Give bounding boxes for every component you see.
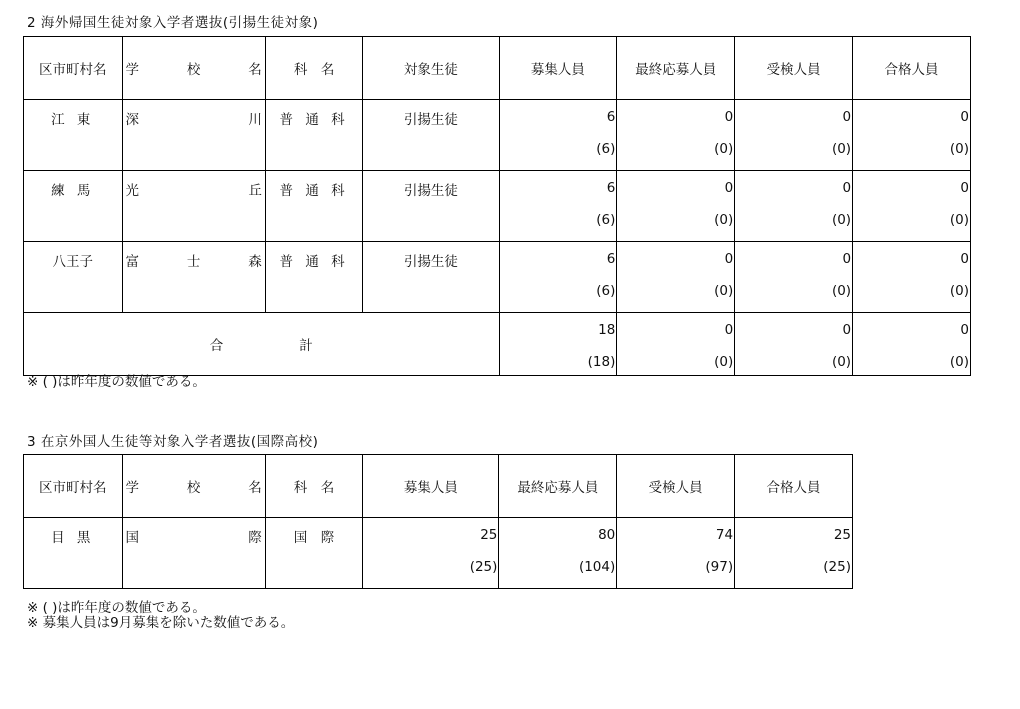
previous-value: (6) [596, 283, 616, 299]
current-value: 0 [842, 251, 852, 267]
returnee-selection-table [23, 36, 971, 376]
header-school-part: 学 [125, 62, 140, 78]
previous-value: (25) [469, 559, 498, 575]
cell-target: 引揚生徒 [363, 242, 499, 313]
school-part: 国 [125, 530, 140, 546]
international-school-table [23, 454, 853, 589]
cell-pass [853, 171, 971, 242]
school-part: 丘 [248, 183, 262, 199]
header-school-part: 名 [248, 480, 262, 496]
table-header-row [24, 455, 853, 518]
school-part: 士 [186, 254, 201, 270]
header-ward: 区市町村名 [24, 37, 123, 100]
section2-note: ※ ( )は昨年度の数値である。 [27, 374, 206, 390]
school-part: 川 [248, 112, 262, 128]
current-value: 6 [606, 180, 616, 196]
total-label-part: 計 [299, 338, 313, 354]
previous-value: (0) [831, 212, 852, 228]
current-value: 0 [842, 180, 852, 196]
previous-value: (0) [714, 141, 734, 157]
header-school-part: 校 [186, 62, 201, 78]
header-school-part: 名 [248, 62, 262, 78]
cell-final [617, 100, 735, 171]
current-value: 74 [715, 527, 734, 543]
cell-exam [617, 518, 735, 589]
cell-ward: 八王子 [24, 242, 123, 313]
total-pass [853, 313, 971, 376]
previous-value: (97) [705, 559, 734, 575]
header-passed: 合格人員 [853, 37, 971, 100]
current-value: 0 [842, 109, 852, 125]
cell-school [122, 171, 265, 242]
header-final-applicants: 最終応募人員 [499, 455, 617, 518]
current-value: 80 [598, 527, 616, 543]
previous-value: (0) [714, 354, 734, 370]
previous-value: (0) [831, 141, 852, 157]
cell-target: 引揚生徒 [363, 171, 499, 242]
current-value: 0 [724, 109, 734, 125]
header-school-part: 校 [186, 480, 201, 496]
previous-value: (18) [587, 354, 616, 370]
cell-course: 普 通 科 [265, 242, 363, 313]
previous-value: (0) [831, 354, 852, 370]
cell-recruit [499, 242, 617, 313]
cell-pass [853, 100, 971, 171]
cell-course: 国 際 [265, 518, 363, 589]
previous-value: (104) [578, 559, 616, 575]
cell-recruit [499, 171, 617, 242]
table-row [24, 100, 971, 171]
current-value: 0 [960, 109, 969, 125]
section3-title: 3 在京外国人生徒等対象入学者選抜(国際高校) [27, 434, 319, 450]
total-row [24, 313, 971, 376]
table-row [24, 171, 971, 242]
header-passed: 合格人員 [735, 455, 853, 518]
current-value: 0 [724, 322, 734, 338]
cell-ward: 練 馬 [24, 171, 123, 242]
school-part: 深 [125, 112, 140, 128]
header-target: 対象生徒 [363, 37, 499, 100]
school-part: 際 [248, 530, 262, 546]
cell-final [617, 171, 735, 242]
header-recruit: 募集人員 [363, 455, 499, 518]
current-value: 0 [960, 322, 969, 338]
cell-course: 普 通 科 [265, 171, 363, 242]
current-value: 0 [960, 180, 969, 196]
current-value: 0 [842, 322, 852, 338]
current-value: 18 [598, 322, 616, 338]
previous-value: (0) [949, 283, 969, 299]
previous-value: (0) [949, 212, 969, 228]
school-part: 富 [125, 254, 140, 270]
current-value: 25 [833, 527, 851, 543]
header-recruit: 募集人員 [499, 37, 617, 100]
header-course: 科 名 [265, 455, 363, 518]
current-value: 6 [606, 109, 616, 125]
school-part: 光 [125, 183, 140, 199]
header-school-part: 学 [125, 480, 140, 496]
header-examinees: 受検人員 [617, 455, 735, 518]
cell-recruit [499, 100, 617, 171]
previous-value: (25) [823, 559, 851, 575]
table-header-row [24, 37, 971, 100]
section2-title: 2 海外帰国生徒対象入学者選抜(引揚生徒対象) [27, 15, 319, 31]
total-recruit [499, 313, 617, 376]
cell-recruit [363, 518, 499, 589]
total-final [617, 313, 735, 376]
cell-pass [735, 518, 853, 589]
cell-school [122, 242, 265, 313]
cell-course: 普 通 科 [265, 100, 363, 171]
previous-value: (0) [949, 354, 969, 370]
cell-pass [853, 242, 971, 313]
cell-exam [735, 171, 853, 242]
table-row [24, 242, 971, 313]
header-course: 科 名 [265, 37, 363, 100]
header-school [122, 455, 265, 518]
previous-value: (0) [949, 141, 969, 157]
header-ward: 区市町村名 [24, 455, 123, 518]
cell-exam [735, 100, 853, 171]
current-value: 0 [724, 180, 734, 196]
current-value: 0 [724, 251, 734, 267]
previous-value: (0) [831, 283, 852, 299]
cell-ward: 目 黒 [24, 518, 123, 589]
previous-value: (6) [596, 212, 616, 228]
cell-final [617, 242, 735, 313]
school-part: 森 [248, 254, 262, 270]
header-final-applicants: 最終応募人員 [617, 37, 735, 100]
section3-note-2: ※ 募集人員は9月募集を除いた数値である。 [27, 615, 295, 631]
cell-school [122, 518, 265, 589]
total-label-part: 合 [209, 338, 224, 354]
cell-final [499, 518, 617, 589]
cell-target: 引揚生徒 [363, 100, 499, 171]
cell-exam [735, 242, 853, 313]
header-school [122, 37, 265, 100]
table-row [24, 518, 853, 589]
current-value: 0 [960, 251, 969, 267]
previous-value: (6) [596, 141, 616, 157]
cell-school [122, 100, 265, 171]
section3-note-1: ※ ( )は昨年度の数値である。 [27, 600, 206, 616]
cell-ward: 江 東 [24, 100, 123, 171]
current-value: 25 [480, 527, 498, 543]
total-exam [735, 313, 853, 376]
total-label [24, 313, 500, 376]
current-value: 6 [606, 251, 616, 267]
previous-value: (0) [714, 283, 734, 299]
previous-value: (0) [714, 212, 734, 228]
header-examinees: 受検人員 [735, 37, 853, 100]
